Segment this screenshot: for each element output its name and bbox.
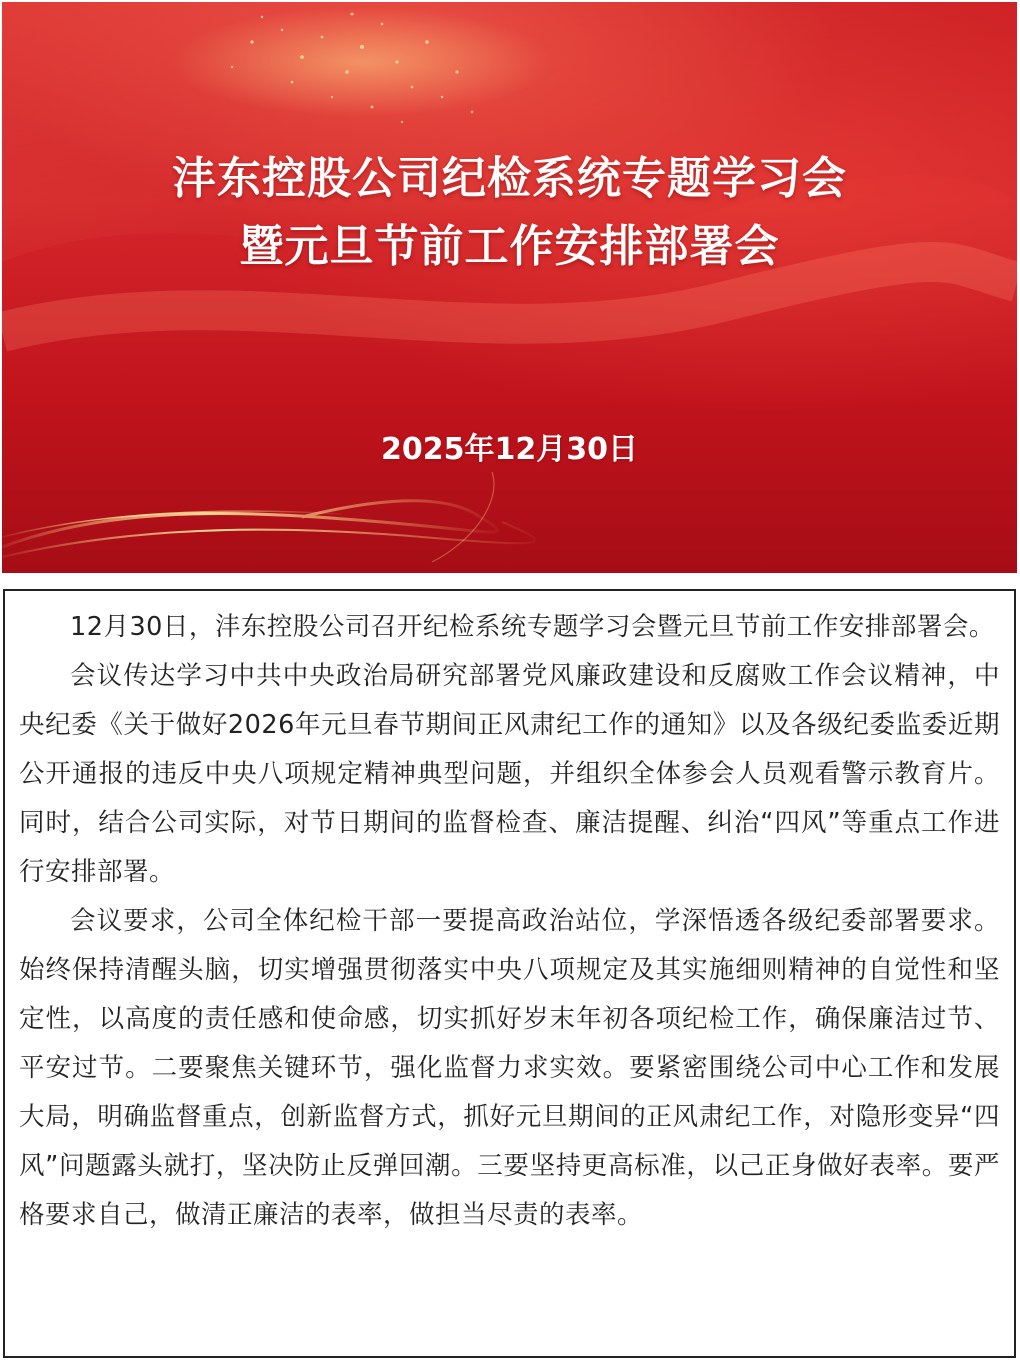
article-paragraph: 会议要求，公司全体纪检干部一要提高政治站位，学深悟透各级纪委部署要求。始终保持清醒头脑，切实增强贯彻落实中央八项规定及其实施细则精神的自觉性和坚定性，以高度的责任感和使命感，切实抓好岁末年初各项纪检工作，确保廉洁过节、平安过节。二要聚焦关键环节，强化监督力求实效。要紧密围绕公司中心工作和发展大局，明确监督重点，创新监督方式，抓好元旦期间的正风肃纪工作，对隐形变异“四风”问题露头就打，坚决防止反弹回潮。三要坚持更高标准，以己正身做好表率。要严格要求自己，做清正廉洁的表率，做担当尽责的表率。	[19, 906, 1000, 1230]
header-banner	[2, 2, 1017, 573]
banner-title-line2: 暨元旦节前工作安排部署会	[239, 221, 780, 272]
banner-title-line1: 沣东控股公司纪检系统专题学习会	[172, 153, 847, 204]
article-paragraph: 12月30日，沣东控股公司召开纪检系统专题学习会暨元旦节前工作安排部署会。	[70, 612, 995, 642]
article-paragraph: 会议传达学习中共中央政治局研究部署党风廉政建设和反腐败工作会议精神，中央纪委《关于做好2026年元旦春节期间正风肃纪工作的通知》以及各级纪委监委近期公开通报的违反中央八项规定精神典型问题，并组织全体参会人员观看警示教育片。同时，结合公司实际，对节日期间的监督检查、廉洁提醒、纠治“四风”等重点工作进行安排部署。	[19, 661, 1000, 887]
banner-decoration	[2, 2, 1017, 573]
banner-date: 2025年12月30日	[381, 432, 638, 467]
article-body	[3, 589, 1016, 1358]
